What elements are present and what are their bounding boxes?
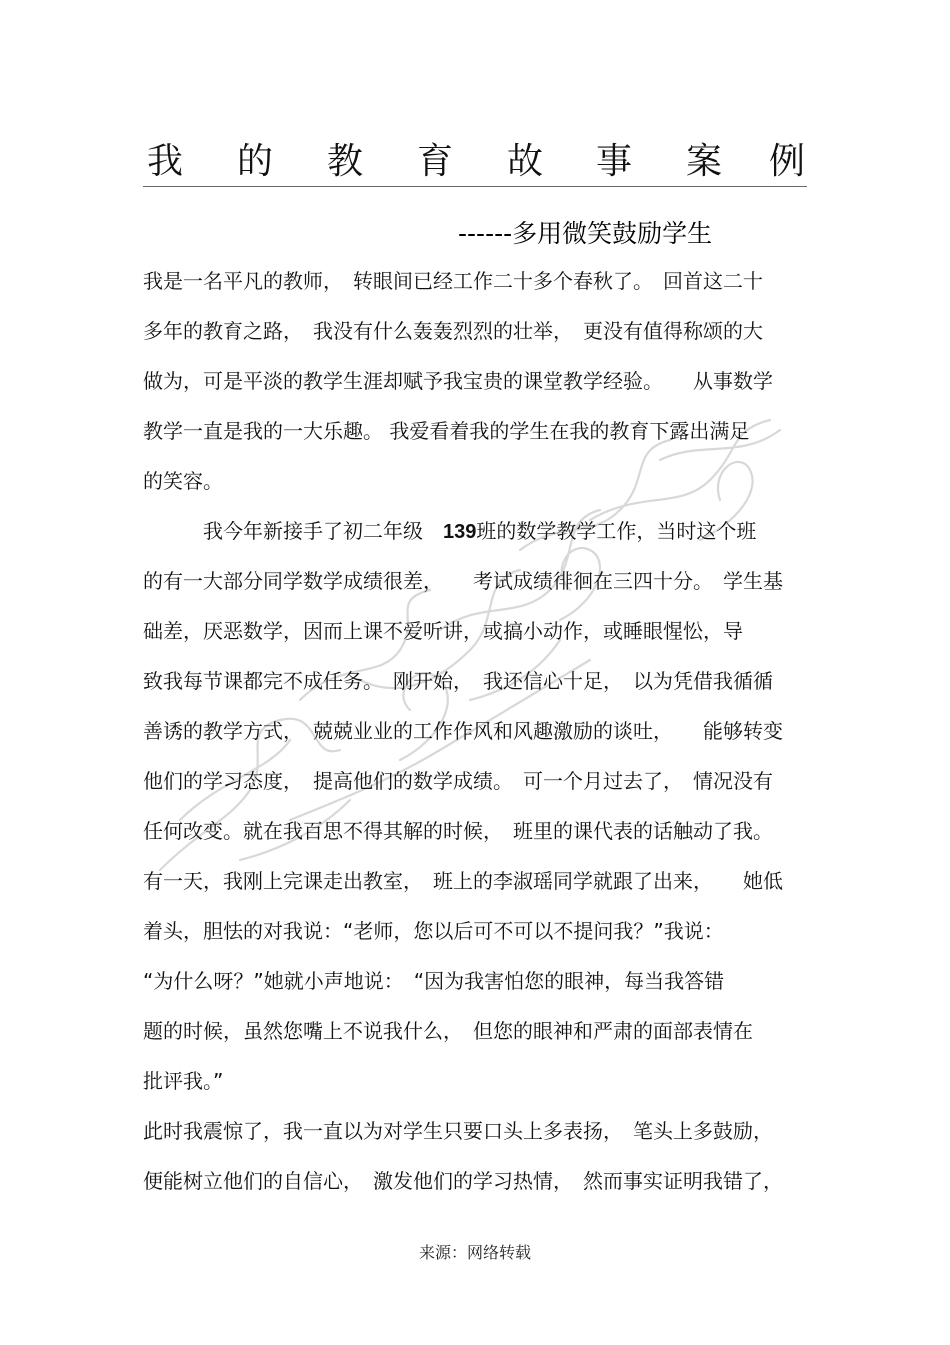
body-line: 有一天，我刚上完课走出教室， 班上的李淑瑶同学就跟了出来， 她低 [143,869,783,893]
body-line: 多年的教育之路， 我没有什么轰轰烈烈的壮举， 更没有值得称颂的大 [143,319,763,343]
body-line-end: 班的数学教学工作，当时这个班 [476,519,757,543]
body-line: 便能树立他们的自信心， 激发他们的学习热情， 然而事实证明我错了， [143,1169,783,1193]
body-line: 他们的学习态度， 提高他们的数学成绩。 可一个月过去了， 情况没有 [143,769,773,793]
footer-source: 来源：网络转载 [418,1243,531,1262]
body-line: 致我每节课都完不成任务。 刚开始， 我还信心十足， 以为凭借我循循 [143,669,773,693]
title-char: 育 [417,141,454,182]
class-number: 139 [443,521,477,543]
body-line: 教学一直是我的一大乐趣。 我爱看着我的学生在我的教育下露出满足 [143,419,750,443]
body-line: 的有一大部分同学数学成绩很差， 考试成绩徘徊在三四十分。 学生基 [143,569,783,593]
body-line [143,517,756,546]
body-line: 做为，可是平淡的教学生涯却赋予我宝贵的课堂教学经验。 从事数学 [143,369,773,393]
body-line: 此时我震惊了，我一直以为对学生只要口头上多表扬， 笔头上多鼓励， [143,1119,773,1143]
body-line: 着头，胆怯的对我说：“老师，您以后可不可以不提问我？”我说： [143,919,724,943]
body-line: 善诱的教学方式， 兢兢业业的工作作风和风趣激励的谈吐， 能够转变 [143,719,783,743]
body-line-start: 我今年新接手了初二年级 [143,519,423,543]
title-char: 教 [327,141,364,182]
body-line: 题的时候，虽然您嘴上不说我什么， 但您的眼神和严肃的面部表情在 [143,1019,753,1043]
title-char: 案 [686,141,723,182]
document-title [143,140,807,187]
title-char: 的 [237,141,274,182]
title-char: 我 [147,141,184,182]
title-char: 故 [507,141,544,182]
body-line: 批评我。” [143,1069,224,1093]
body-line: 任何改变。就在我百思不得其解的时候， 班里的课代表的话触动了我。 [143,819,773,843]
title-char: 事 [596,141,633,182]
body-line: 础差，厌恶数学，因而上课不爱听讲，或搞小动作，或睡眼惺忪，导 [143,619,743,643]
body-line: 的笑容。 [143,469,223,493]
body-line: 我是一名平凡的教师， 转眼间已经工作二十多个春秋了。 回首这二十 [143,269,763,293]
body-line: “为什么呀？”她就小声地说： “因为我害怕您的眼神，每当我答错 [143,969,725,993]
title-char: 例 [769,141,806,182]
document-subtitle: ------多用微笑鼓励学生 [458,219,713,248]
